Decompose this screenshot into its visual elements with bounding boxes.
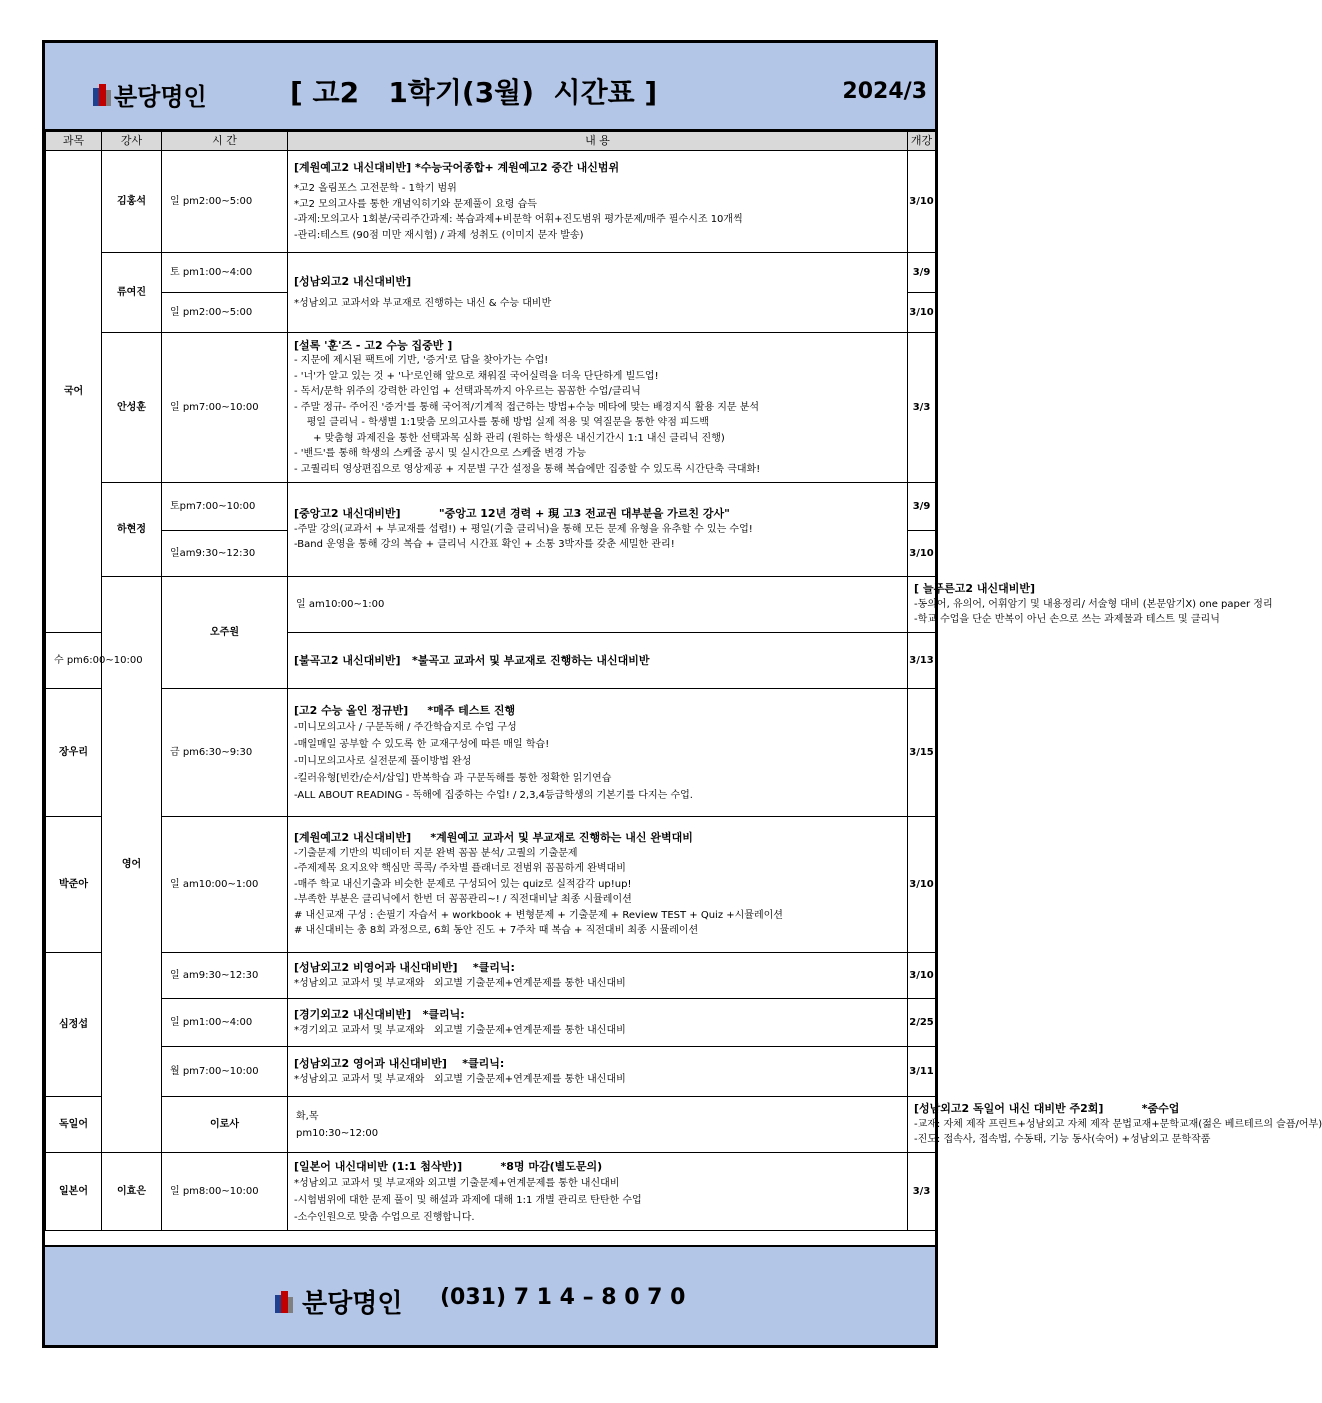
class-days: 화,목 (296, 1110, 319, 1122)
teacher-name: 박준아 (46, 817, 102, 953)
content-line: -소수인원으로 맞춤 수업으로 진행합니다. (294, 1211, 475, 1223)
start-date: 3/11 (908, 1047, 936, 1097)
content-line: -매일매일 공부할 수 있도록 한 교재구성에 따른 매일 학습! (294, 738, 550, 750)
header (45, 43, 935, 131)
class-time: 일 pm7:00~10:00 (162, 333, 288, 483)
teacher-name: 류여진 (102, 253, 162, 333)
table-row (46, 1153, 936, 1231)
content-line: - '너'가 알고 있는 것 + '나'로인해 앞으로 채워질 국어실력을 더욱 단단하게 빌드업! (294, 370, 659, 382)
start-date: 3/10 (908, 953, 936, 999)
table-row (46, 953, 936, 999)
content-line: -동의어, 유의어, 어휘암기 및 내용정리/ 서술형 대비 (본문암기X) one paper 정리 (914, 598, 1273, 610)
content-line: -시험범위에 대한 문제 풀이 및 해설과 과제에 대해 1:1 개별 관리로 탄탄한 수업 (294, 1194, 642, 1206)
start-date: 3/9 (908, 483, 936, 531)
teacher-name: 하현정 (102, 483, 162, 577)
table-row (46, 817, 936, 953)
class-time: 금 pm6:30~9:30 (162, 689, 288, 817)
table-row (46, 333, 936, 483)
content-line: -ALL ABOUT READING - 독해에 집중하는 수업! / 2,3,4등급학생의 기본기를 다지는 수업. (294, 789, 693, 801)
content-line: -Band 운영을 통해 강의 복습 + 클리닉 시간표 확인 + 소통 3박자를 갖춘 세밀한 관리! (294, 539, 675, 551)
content-line: -과제:모의고사 1회분/국리주간과제: 복습과제+비문학 어휘+진도범위 평가문제/매주 필수시조 10개씩 (294, 214, 743, 226)
class-content (908, 1097, 1322, 1153)
content-line: - 지문에 제시된 팩트에 기반, '증거'로 답을 찾아가는 수업! (294, 355, 549, 367)
logo-mark-icon (93, 84, 111, 106)
table-row (46, 151, 936, 253)
class-time: 일 pm2:00~5:00 (162, 151, 288, 253)
start-date: 3/3 (908, 1153, 936, 1231)
table-row (46, 999, 936, 1047)
subject-japanese: 일본어 (46, 1153, 102, 1231)
content-line: # 내신대비는 총 8회 과정으로, 6회 동안 진도 + 7주차 때 복습 + 직전대비 최종 시뮬레이션 (294, 925, 699, 937)
content-line: *경기외고 교과서 및 부교재와 외고별 기출문제+연계문제를 통한 내신대비 (294, 1024, 626, 1036)
content-line: [성남외고2 비영어과 내신대비반] *클리닉: (294, 961, 515, 974)
class-time: 일 am10:00~1:00 (288, 577, 908, 633)
class-time: 일 pm8:00~10:00 (162, 1153, 288, 1231)
phone-number: (031) 7 1 4 – 8 0 7 0 (440, 1285, 686, 1310)
content-line: -주말 강의(교과서 + 부교재를 섭렵!) + 평일(기출 클리닉)을 통해 모든 문제 유형을 유추할 수 있는 수업! (294, 523, 753, 535)
start-date: 3/13 (908, 633, 936, 689)
logo-text: 분당명인 (114, 83, 207, 111)
start-date: 3/10 (908, 531, 936, 577)
class-content (288, 953, 908, 999)
content-line: -주제제목 요지요약 핵심만 콕콕/ 주차별 플래너로 전범위 꼼꼼하게 완벽대비 (294, 863, 626, 875)
page-date: 2024/3 (842, 79, 927, 104)
content-line: [중앙고2 내신대비반] "중앙고 12년 경력 + 現 고3 전교권 대부분을 가르친 강사" (294, 507, 730, 521)
table-row (46, 1047, 936, 1097)
content-line: + 맞춤형 과제진을 통한 선택과목 심화 관리 (원하는 학생은 내신기간시 1:1 내신 클리닉 진행) (294, 432, 725, 444)
content-line: # 내신교재 구성 : 손필기 자습서 + workbook + 변형문제 + 기출문제 + Review TEST + Quiz +시뮬레이션 (294, 909, 783, 921)
teacher-name: 안성훈 (102, 333, 162, 483)
content-line: -미니모의고사 / 구문독해 / 주간학습지로 수업 구성 (294, 721, 517, 733)
content-line: -교재: 자체 제작 프린트+성남외고 자체 제작 문법교재+문학교재(젊은 베르테르의 슬픔/어부) (914, 1118, 1322, 1130)
logo-mark-icon (275, 1291, 293, 1313)
content-line: - 독서/문학 위주의 강력한 라인업 + 선택과목까지 아우르는 꼼꼼한 수업/클리닉 (294, 386, 641, 398)
class-hours: pm10:30~12:00 (296, 1127, 379, 1139)
content-line: *고2 올림포스 고전문학 - 1학기 범위 (294, 183, 457, 195)
page-title: [ 고2 1학기(3월) 시간표 ] (290, 76, 658, 109)
content-line: -부족한 부분은 클리닉에서 한번 더 꼼꼼관리~! / 직전대비날 최종 시뮬레이션 (294, 894, 632, 906)
class-content (288, 483, 908, 577)
content-line: -학교 수업을 단순 반복이 아닌 손으로 쓰는 과제물과 테스트 및 클리닉 (914, 614, 1220, 626)
content-line: 평일 클리닉 - 학생별 1:1맞춤 모의고사를 통해 방법 실제 적용 및 역질문을 통한 약점 피드백 (294, 417, 710, 429)
start-date: 3/10 (908, 817, 936, 953)
table-row (46, 483, 936, 531)
start-date: 3/10 (908, 293, 936, 333)
class-time: 일 pm1:00~4:00 (162, 999, 288, 1047)
class-time: 월 pm7:00~10:00 (162, 1047, 288, 1097)
header-logo (93, 77, 207, 112)
content-line: [설록 '훈'즈 - 고2 수능 집중반 ] (294, 338, 453, 352)
class-time: 일 am9:30~12:30 (162, 953, 288, 999)
class-content (288, 1153, 908, 1231)
content-line: [성남외고2 내신대비반] (294, 275, 412, 288)
start-date: 3/10 (908, 151, 936, 253)
logo-text: 분당명인 (302, 1289, 403, 1319)
content-line: -킬러유형[빈칸/순서/삽입] 반복학습 과 구문독해를 통한 정확한 읽기연습 (294, 772, 612, 784)
col-header-start: 개강 (908, 132, 936, 151)
content-line: [일본어 내신대비반 (1:1 첨삭반)] *8명 마감(별도문의) (294, 1159, 603, 1173)
content-line: [고2 수능 올인 정규반] *매주 테스트 진행 (294, 703, 516, 717)
class-content (288, 151, 908, 253)
class-content (288, 817, 908, 953)
class-time: 일 pm2:00~5:00 (162, 293, 288, 333)
content-line: [불곡고2 내신대비반] *불곡고 교과서 및 부교재로 진행하는 내신대비반 (294, 653, 650, 667)
content-line: *성남외고 교과서 및 부교재와 외고별 기출문제+연계문제를 통한 내신대비 (294, 1073, 626, 1085)
subject-english: 영어 (102, 577, 162, 1153)
class-content (288, 253, 908, 333)
class-content (908, 577, 1273, 633)
subject-korean: 국어 (46, 151, 102, 633)
content-line: [성남외고2 독일어 내신 대비반 주2회] *줌수업 (914, 1102, 1180, 1116)
content-line: - 고퀄리티 영상편집으로 영상제공 + 지문별 구간 설정을 통해 복습에만 집중할 수 있도록 시간단축 극대화! (294, 463, 761, 475)
content-line: [성남외고2 영어과 내신대비반] *클리닉: (294, 1057, 505, 1070)
content-line: -기출문제 기반의 빅데이터 지문 완벽 꼼꼼 분석/ 고퀄의 기출문제 (294, 847, 578, 859)
content-line: -진도: 접속사, 접속법, 수동태, 기능 동사(숙어) +성남외고 문학작품 (914, 1134, 1211, 1146)
class-time: 토 pm1:00~4:00 (162, 253, 288, 293)
class-time: 토pm7:00~10:00 (162, 483, 288, 531)
class-time: 일am9:30~12:30 (162, 531, 288, 577)
content-line: *성남외고 교과서와 부교재로 진행하는 내신 & 수능 대비반 (294, 297, 552, 309)
teacher-name: 오주원 (162, 577, 288, 689)
teacher-name: 이효은 (102, 1153, 162, 1231)
table-row (46, 253, 936, 293)
class-content (288, 689, 908, 817)
content-line: [경기외고2 내신대비반] *클리닉: (294, 1008, 465, 1021)
col-header-time: 시 간 (162, 132, 288, 151)
content-line: - 주말 정규- 주어진 '증거'를 통해 국어적/기계적 접근하는 방법+수능 메타에 맞는 배경지식 활용 지문 분석 (294, 401, 760, 413)
class-content (288, 1047, 908, 1097)
content-line: *고2 모의고사를 통한 개념익히기와 문제풀이 요령 습득 (294, 198, 537, 210)
start-date: 3/3 (908, 333, 936, 483)
start-date: 3/15 (908, 689, 936, 817)
content-line: [ 늘푸른고2 내신대비반] (914, 582, 1036, 596)
col-header-content: 내 용 (288, 132, 908, 151)
teacher-name: 김홍석 (102, 151, 162, 253)
table-row (46, 577, 936, 633)
teacher-name: 장우리 (46, 689, 102, 817)
content-line: *성남외고 교과서 및 부교재와 외고별 기출문제+연계문제를 통한 내신대비 (294, 977, 626, 989)
subject-german: 독일어 (46, 1097, 102, 1153)
teacher-name: 이로사 (162, 1097, 288, 1153)
class-content (288, 633, 908, 689)
table-header-row (46, 132, 936, 151)
class-time (288, 1097, 908, 1153)
content-line: -미니모의고사로 실전문제 풀이방법 완성 (294, 755, 472, 767)
col-header-teacher: 강사 (102, 132, 162, 151)
footer-logo (275, 1283, 402, 1320)
start-date: 3/9 (908, 253, 936, 293)
table-row (46, 1097, 936, 1153)
class-time: 수 pm6:00~10:00 (46, 633, 102, 689)
table-row (46, 689, 936, 817)
class-content (288, 333, 908, 483)
class-content (288, 999, 908, 1047)
start-date: 2/25 (908, 999, 936, 1047)
content-line: -매주 학교 내신기출과 비슷한 문제로 구성되어 있는 quiz로 실적감각 up!up! (294, 878, 632, 890)
content-line: -관리:테스트 (90점 미만 재시험) / 과제 성취도 (이미지 문자 발송) (294, 229, 584, 241)
content-line: [계원예고2 내신대비반] *수능국어종합+ 계원예고2 중간 내신범위 (294, 160, 620, 174)
teacher-name: 심정섭 (46, 953, 102, 1097)
footer (45, 1245, 935, 1345)
content-line: *성남외고 교과서 및 부교재와 외고별 기출문제+연계문제를 통한 내신대비 (294, 1177, 620, 1189)
content-line: - '밴드'를 통해 학생의 스케줄 공시 및 실시간으로 스케줄 변경 가능 (294, 448, 587, 460)
timetable (45, 131, 1322, 1231)
timetable-page (42, 40, 1322, 1348)
col-header-subject: 과목 (46, 132, 102, 151)
content-line: [계원예고2 내신대비반] *계원예고 교과서 및 부교재로 진행하는 내신 완벽대비 (294, 831, 693, 845)
class-time: 일 am10:00~1:00 (162, 817, 288, 953)
